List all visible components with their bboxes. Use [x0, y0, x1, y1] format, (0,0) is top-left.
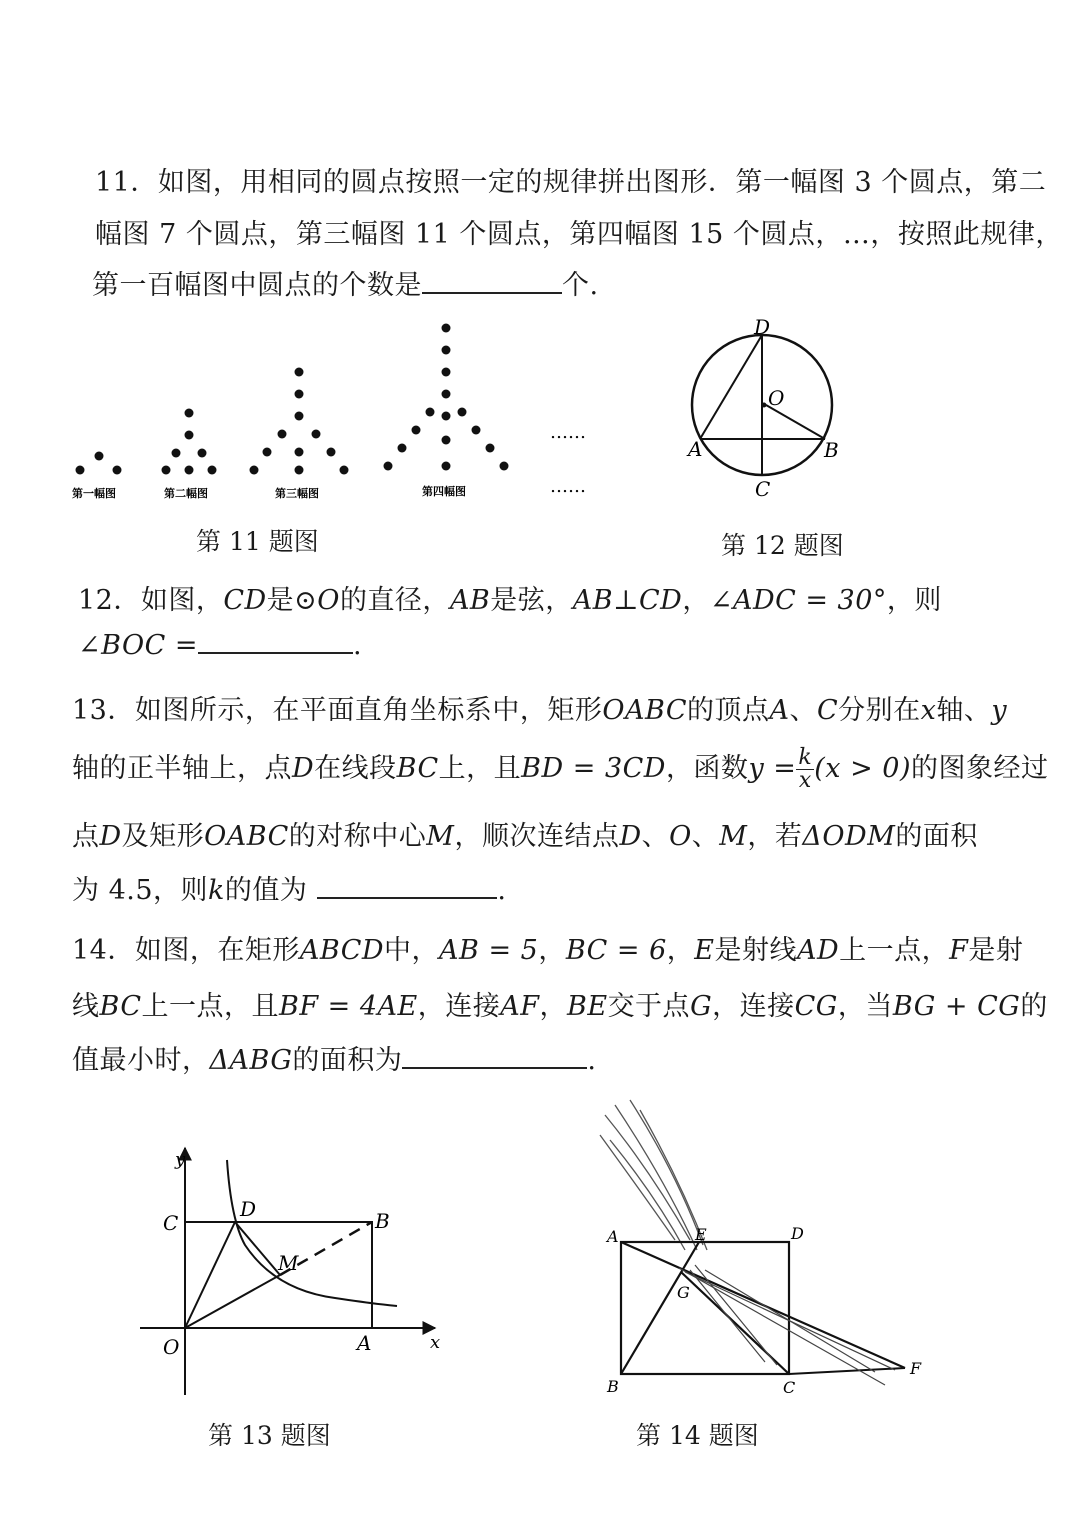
dot: [384, 462, 393, 471]
q14-e: E: [694, 935, 715, 966]
q14-line-2: [72, 984, 1048, 1023]
label-d: D: [240, 1197, 257, 1221]
dot: [295, 448, 304, 457]
fig2-label: 第二幅图: [164, 487, 208, 500]
q14-abg: ΔABG: [209, 1045, 293, 1076]
label-a: A: [607, 1227, 619, 1246]
fig4-dots: [384, 324, 509, 471]
dot: [312, 430, 321, 439]
q14-g: G: [690, 991, 713, 1022]
dot: [340, 466, 349, 475]
q12-figure: [680, 315, 860, 510]
dot: [208, 466, 217, 475]
dot: [426, 408, 435, 417]
dot: [442, 390, 451, 399]
dot: [263, 448, 272, 457]
label-b: B: [824, 438, 839, 462]
q14-line-3: [72, 1038, 597, 1077]
q14-bc: BC: [99, 991, 142, 1022]
q13-sep3: 、: [691, 821, 720, 852]
q14-l2g: 的: [1020, 991, 1048, 1022]
q13-y: y: [991, 695, 1008, 726]
q13-l1b: 的顶点: [687, 695, 770, 726]
label-x: x: [430, 1332, 441, 1353]
q13-a: A: [769, 695, 790, 726]
fig3-label: 第三幅图: [275, 487, 319, 500]
q12-caption: 第 12 题图: [721, 531, 844, 560]
q13-line-4: [72, 868, 507, 907]
fig1-dots: [76, 452, 122, 475]
q13-x: x: [920, 695, 937, 726]
fig1-label: 第一幅图: [72, 487, 116, 500]
label-c: C: [783, 1378, 796, 1397]
dot: [442, 368, 451, 377]
label-a: A: [688, 437, 703, 461]
q11-line-2: 幅图 7 个圆点，第三幅图 11 个圆点，第四幅图 15 个圆点，…，按照此规律，: [95, 219, 1063, 250]
q13-figure: [135, 1140, 465, 1400]
q13-m: M: [426, 821, 455, 852]
q14-ad: AD: [797, 935, 840, 966]
label-o: O: [163, 1335, 180, 1359]
q12-perp: AB⊥CD: [572, 585, 683, 616]
q13-oabc2: OABC: [204, 821, 289, 852]
q14-f: F: [949, 935, 969, 966]
q13-line-3: [72, 814, 978, 853]
label-d: D: [791, 1224, 804, 1243]
q14-cg: CG: [794, 991, 838, 1022]
q12-prefix: 12．如图，: [78, 585, 224, 616]
q14-caption: 第 14 题图: [636, 1421, 759, 1450]
q11-line-3-text: 第一百幅图中圆点的个数是: [92, 270, 422, 301]
q13-odm: ΔODM: [802, 821, 896, 852]
q13-l2c: 上，且: [438, 753, 522, 784]
q13-d: D: [292, 753, 315, 784]
q12-answer-blank[interactable]: [198, 630, 353, 654]
bc-extension: [789, 1368, 905, 1374]
q12-then: ，则: [886, 585, 942, 616]
q14-comma3: ，: [539, 991, 567, 1022]
dot: [472, 426, 481, 435]
dot: [486, 444, 495, 453]
dot: [295, 466, 304, 475]
dot: [458, 408, 467, 417]
dot: [172, 449, 181, 458]
label-c: C: [163, 1211, 179, 1235]
q13-m2: M: [719, 821, 748, 852]
q13-fraction: [796, 747, 814, 792]
q13-sep: 、: [789, 695, 817, 726]
q12-line-2: [78, 630, 362, 661]
q13-d3: D: [619, 821, 642, 852]
q14-l2e: ，连接: [712, 991, 795, 1022]
q12-end: .: [352, 630, 363, 661]
q12-angle: ∠ADC = 30°: [709, 585, 887, 616]
q13-l4b: 的值为: [224, 875, 308, 906]
q11-line-3: [92, 263, 599, 302]
q13-frac-den: x: [798, 768, 812, 793]
segment-od: [185, 1222, 235, 1328]
label-b: B: [375, 1209, 390, 1233]
q13-l3d: ，顺次连结点: [454, 821, 620, 852]
q13-cond: (x > 0): [814, 753, 912, 784]
q13-bc: BC: [396, 753, 439, 784]
label-a: A: [357, 1331, 372, 1355]
q13-frac-num: k: [798, 745, 813, 770]
segment-be: [621, 1242, 699, 1374]
q13-l1a: 13．如图所示，在平面直角坐标系中，矩形: [72, 695, 603, 726]
q14-l3b: 的面积为: [292, 1045, 403, 1076]
dot: [442, 436, 451, 445]
q11-caption: 第 11 题图: [196, 527, 319, 556]
q13-line-2: [72, 746, 1049, 792]
dot: [327, 448, 336, 457]
dot: [295, 390, 304, 399]
label-e: E: [695, 1225, 707, 1244]
q13-l2d: ，函数: [665, 753, 749, 784]
dot: [198, 449, 207, 458]
q14-l1e: 是射: [968, 935, 1024, 966]
q13-c: C: [817, 695, 839, 726]
q14-bf4ae: BF = 4AE: [279, 991, 418, 1022]
q14-comma2: ，: [666, 935, 695, 966]
segment-dm: [235, 1222, 280, 1275]
q12-circle-o: ⊙O: [294, 585, 340, 616]
segment-om: [185, 1275, 280, 1328]
q14-l1c: 是射线: [714, 935, 798, 966]
q13-line-1: [72, 688, 1007, 727]
segment-ob: [766, 405, 825, 439]
dot: [398, 444, 407, 453]
q13-bd3cd: BD = 3CD: [521, 753, 666, 784]
q13-d2: D: [99, 821, 122, 852]
dot: [442, 412, 451, 421]
fig4-label: 第四幅图: [422, 485, 466, 498]
q14-l1d: 上一点，: [839, 935, 950, 966]
q12-cd: CD: [223, 585, 267, 616]
q13-l1c: 分别在: [838, 695, 921, 726]
q13-oabc: OABC: [602, 695, 687, 726]
q14-line-1: [72, 928, 1023, 967]
q13-l3a: 点: [72, 821, 100, 852]
q13-k: k: [208, 875, 225, 906]
q13-sep2: 、: [641, 821, 670, 852]
q13-o: O: [669, 821, 692, 852]
q14-l2b: 上一点，且: [141, 991, 280, 1022]
dot: [295, 412, 304, 421]
q14-af: AF: [500, 991, 540, 1022]
q14-bc6: BC = 6: [565, 935, 667, 966]
q14-l1a: 14．如图，在矩形: [72, 935, 300, 966]
q13-l4a: 为 4.5，则: [72, 875, 209, 906]
q14-figure: [595, 1100, 945, 1400]
label-o: O: [768, 386, 785, 410]
q12-is: 是: [266, 585, 295, 616]
fig3-dots: [250, 368, 349, 475]
q13-l3b: 及矩形: [121, 821, 205, 852]
q13-l2e: 的图象经过: [911, 753, 1049, 784]
dot: [500, 462, 509, 471]
dot: [76, 466, 85, 475]
dot: [162, 466, 171, 475]
q12-comma: ，: [682, 585, 710, 616]
segment-cg: [681, 1272, 789, 1374]
dot: [95, 452, 104, 461]
dot: [185, 431, 194, 440]
q12-chord: 是弦，: [490, 585, 573, 616]
dot: [295, 368, 304, 377]
dot: [113, 466, 122, 475]
ellipsis-bottom: ……: [550, 476, 586, 497]
q12-diameter: 的直径，: [339, 585, 450, 616]
dot: [442, 346, 451, 355]
q14-comma: ，: [538, 935, 566, 966]
dot: [250, 466, 259, 475]
dot: [412, 426, 421, 435]
label-m: M: [278, 1251, 299, 1275]
label-b: B: [607, 1377, 619, 1396]
q12-ab: AB: [449, 585, 491, 616]
q13-end: .: [497, 875, 507, 906]
segment-ad: [700, 335, 762, 439]
q13-l2a: 轴的正半轴上，点: [72, 753, 292, 784]
label-g: G: [677, 1283, 690, 1302]
dot: [185, 409, 194, 418]
q14-ab5: AB = 5: [439, 935, 539, 966]
q14-be: BE: [567, 991, 608, 1022]
q14-answer-blank[interactable]: [402, 1045, 587, 1069]
q11-line-1: 11．如图，用相同的圆点按照一定的规律拼出图形．第一幅图 3 个圆点，第二: [95, 167, 1047, 198]
q13-l3e: ，若: [747, 821, 803, 852]
q14-bgcg: BG + CG: [892, 991, 1021, 1022]
q12-line-1: [78, 578, 942, 617]
q11-line-3-end: 个.: [562, 270, 599, 301]
dot: [185, 466, 194, 475]
dot: [442, 324, 451, 333]
q14-l2d: 交于点: [607, 991, 691, 1022]
q13-answer-blank[interactable]: [317, 875, 497, 899]
rectangle-abcd: [621, 1242, 789, 1374]
dot: [278, 430, 287, 439]
fig2-dots: [162, 409, 217, 475]
label-y: y: [175, 1149, 186, 1170]
q14-l1b: 中，: [384, 935, 440, 966]
q11-answer-blank[interactable]: [422, 270, 562, 294]
q14-l2a: 线: [72, 991, 100, 1022]
q12-boc: ∠BOC =: [78, 630, 198, 661]
center-point: [762, 403, 767, 408]
q13-l3f: 的面积: [895, 821, 978, 852]
q14-l3a: 值最小时，: [72, 1045, 210, 1076]
q13-ylhs: y =: [748, 753, 797, 784]
q14-end: .: [587, 1045, 597, 1076]
q13-l3c: 的对称中心: [288, 821, 427, 852]
ellipsis-top: ……: [550, 422, 586, 443]
q14-l2f: ，当: [837, 991, 893, 1022]
q13-l2b: 在线段: [314, 753, 397, 784]
dot: [442, 462, 451, 471]
q13-caption: 第 13 题图: [208, 1421, 331, 1450]
q13-l1d: 轴、: [936, 695, 992, 726]
q14-l2c: ，连接: [417, 991, 501, 1022]
label-c: C: [755, 477, 771, 501]
label-d: D: [754, 315, 771, 339]
q11-figure: [60, 310, 620, 520]
label-f: F: [910, 1359, 922, 1378]
q14-abcd: ABCD: [299, 935, 385, 966]
